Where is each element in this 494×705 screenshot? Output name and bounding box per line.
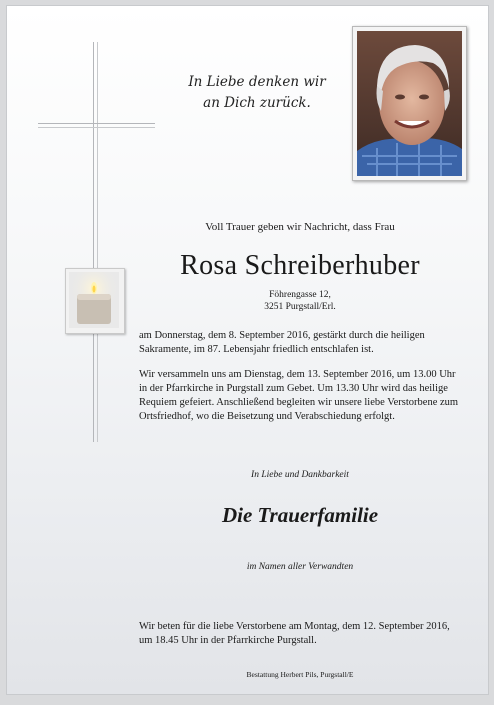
prayer-paragraph: Wir beten für die liebe Verstorbene am Montag, dem 12. September 2016, um 18.45 Uhr in der Pfarrkirche Purgstall.	[139, 621, 450, 646]
address-city: 3251 Purgstall/Erl.	[264, 302, 336, 312]
undertaker-credit: Bestattung Herbert Pils, Purgstall/E	[246, 670, 354, 679]
death-paragraph: am Donnerstag, dem 8. September 2016, gestärkt durch die heiligen Sakramente, im 87. Lebensjahr friedlich entschlafen ist.	[139, 330, 425, 355]
funeral-paragraph: Wir versammeln uns am Dienstag, dem 13. September 2016, um 13.00 Uhr in der Pfarrkirche in Purgstall zum Gebet. Um 13.30 Uhr wird das heilige Requiem gefeiert. Anschließend begleiten wir unsere liebe Verstorbene zum Ortsfriedhof, wo die Beisetzung und Verabschiedung erfolgt.	[139, 369, 459, 422]
family-signature: Die Trauerfamilie	[221, 503, 379, 527]
portrait-photo	[352, 26, 467, 181]
motto-line-1: In Liebe denken wir	[188, 74, 326, 90]
cross-icon-bar-line	[38, 127, 155, 128]
thanks-line: In Liebe und Dankbarkeit	[251, 470, 349, 480]
relatives-line: im Namen aller Verwandten	[246, 562, 354, 572]
intro-text: Voll Trauer geben wir Nachricht, dass Frau	[205, 221, 395, 233]
deceased-name: Rosa Schreiberhuber	[180, 250, 420, 281]
address	[140, 289, 460, 313]
cross-icon-bar	[38, 123, 155, 124]
motto-line-2: an Dich zurück.	[203, 95, 311, 111]
cross-icon-line	[97, 42, 98, 442]
cross-icon	[93, 42, 94, 442]
address-street: Föhrengasse 12,	[269, 290, 331, 300]
motto	[167, 72, 347, 114]
portrait-image	[357, 31, 462, 176]
candle-icon	[69, 272, 119, 328]
candle-picture	[65, 268, 125, 334]
